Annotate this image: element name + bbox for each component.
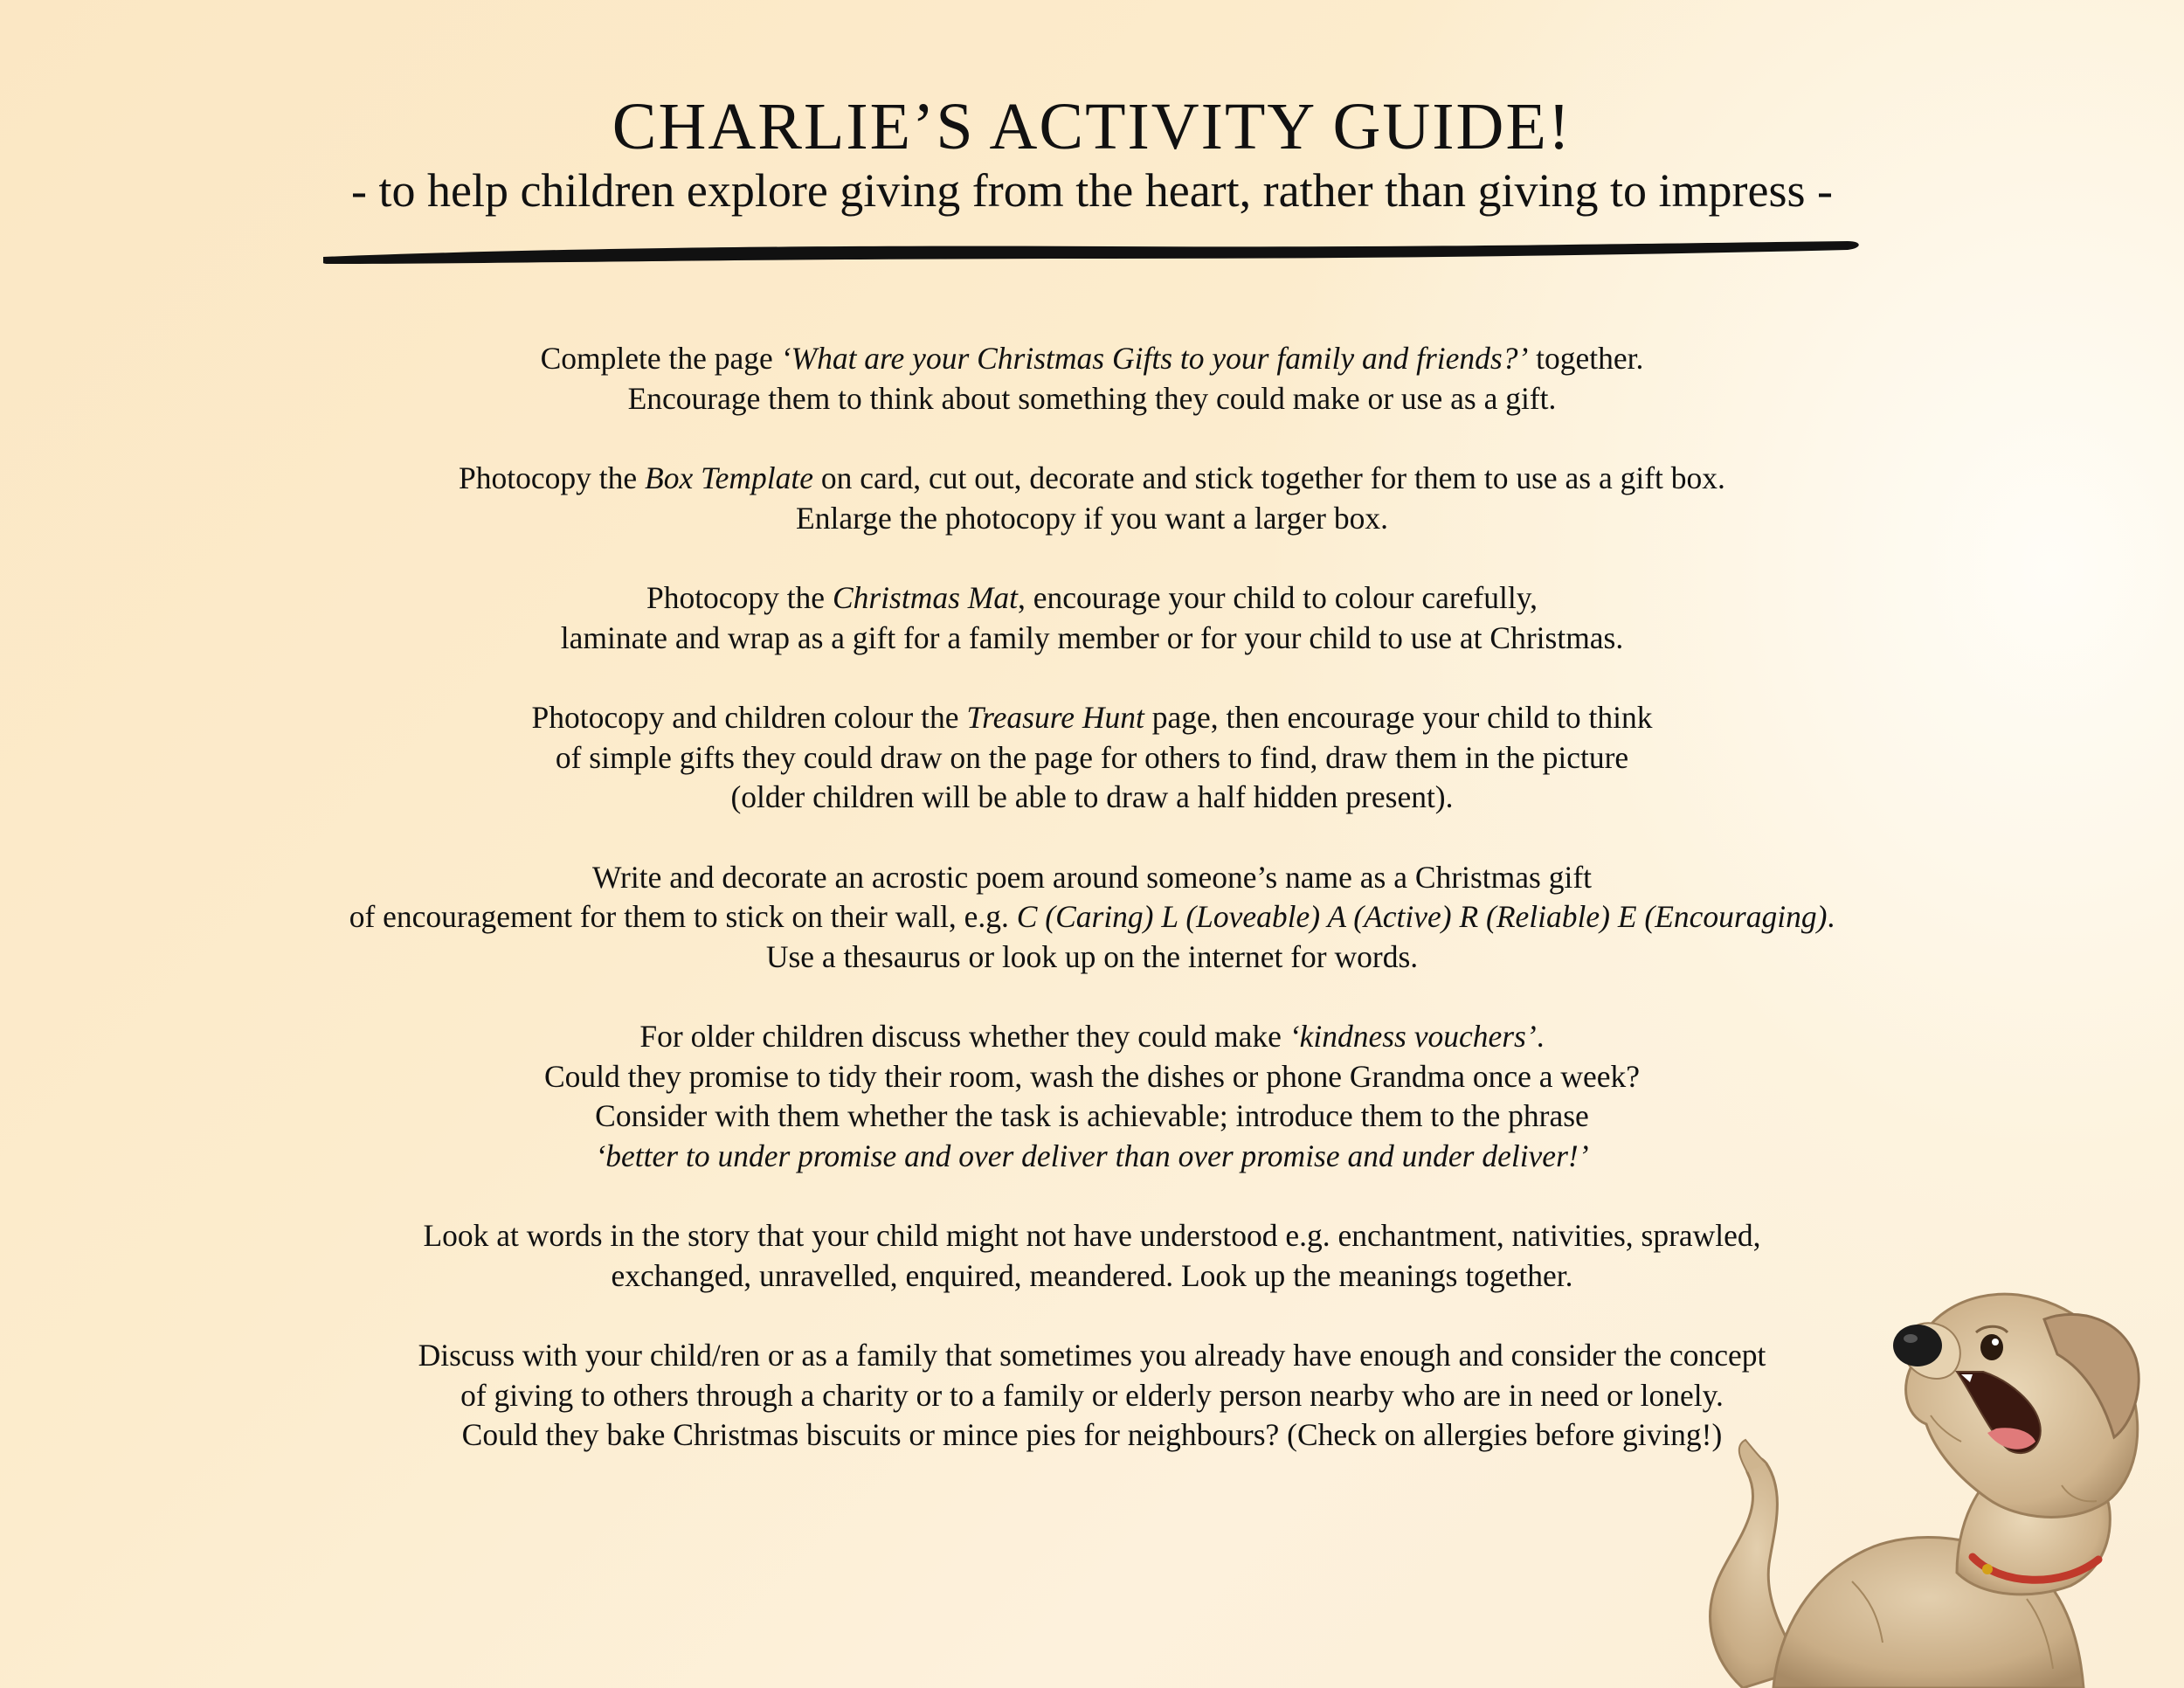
text-line: Encourage them to think about something they could make or use as a gift. xyxy=(627,380,1557,416)
text-line: For older children discuss whether they could make ‘kindness vouchers’. xyxy=(639,1019,1545,1054)
text-line: Photocopy the Box Template on card, cut out, decorate and stick together for them to use as a gift box. xyxy=(459,460,1725,495)
text-line: Photocopy the Christmas Mat, encourage your child to colour carefully, xyxy=(646,580,1538,615)
text-line: Write and decorate an acrostic poem around someone’s name as a Christmas gift xyxy=(591,859,1593,895)
text-line: Discuss with your child/ren or as a family that sometimes you already have enough and consider the concept xyxy=(418,1338,1766,1373)
text-line: Could they bake Christmas biscuits or mince pies for neighbours? (Check on allergies before giving!) xyxy=(461,1417,1723,1452)
text-line: of simple gifts they could draw on the page for others to find, draw them in the picture xyxy=(555,739,1629,775)
text-line: of encouragement for them to stick on their wall, e.g. C (Caring) L (Loveable) A (Active) R (Reliable) E (Encouraging). xyxy=(349,899,1835,934)
text-line: Use a thesaurus or look up on the internet for words. xyxy=(765,938,1419,974)
text-line: Could they promise to tidy their room, wash the dishes or phone Grandma once a week? xyxy=(543,1058,1641,1094)
page-subtitle: - to help children explore giving from the heart, rather than giving to impress - xyxy=(350,164,1834,217)
dog-illustration xyxy=(1695,1284,2184,1688)
text-line: Consider with them whether the task is achievable; introduce them to the phrase xyxy=(595,1098,1589,1133)
text-line: Look at words in the story that your child might not have understood e.g. enchantment, nativities, sprawled, xyxy=(423,1218,1761,1253)
brush-stroke-divider xyxy=(323,238,1861,269)
activity-acrostic-poem xyxy=(218,858,1966,978)
text-line: Photocopy and children colour the Treasure Hunt page, then encourage your child to think xyxy=(531,700,1653,735)
text-line: ‘better to under promise and over deliver than over promise and under deliver!’ xyxy=(595,1138,1589,1173)
text-line: exchanged, unravelled, enquired, meandered. Look up the meanings together. xyxy=(611,1257,1573,1293)
text-line: of giving to others through a charity or to a family or elderly person nearby who are in need or lonely. xyxy=(460,1377,1724,1413)
page-title: CHARLIE’S ACTIVITY GUIDE! xyxy=(612,90,1572,163)
activity-treasure-hunt xyxy=(218,698,1966,818)
text-line: (older children will be able to draw a half hidden present). xyxy=(730,779,1454,814)
text-line: Enlarge the photocopy if you want a larger box. xyxy=(796,500,1388,536)
activity-box-template xyxy=(218,459,1966,538)
text-line: laminate and wrap as a gift for a family member or for your child to use at Christmas. xyxy=(560,619,1624,655)
activity-christmas-mat xyxy=(218,578,1966,658)
text-line: Complete the page ‘What are your Christmas Gifts to your family and friends?’ together. xyxy=(540,341,1644,376)
activity-kindness-vouchers xyxy=(218,1017,1966,1176)
activity-gifts-page xyxy=(218,339,1966,419)
